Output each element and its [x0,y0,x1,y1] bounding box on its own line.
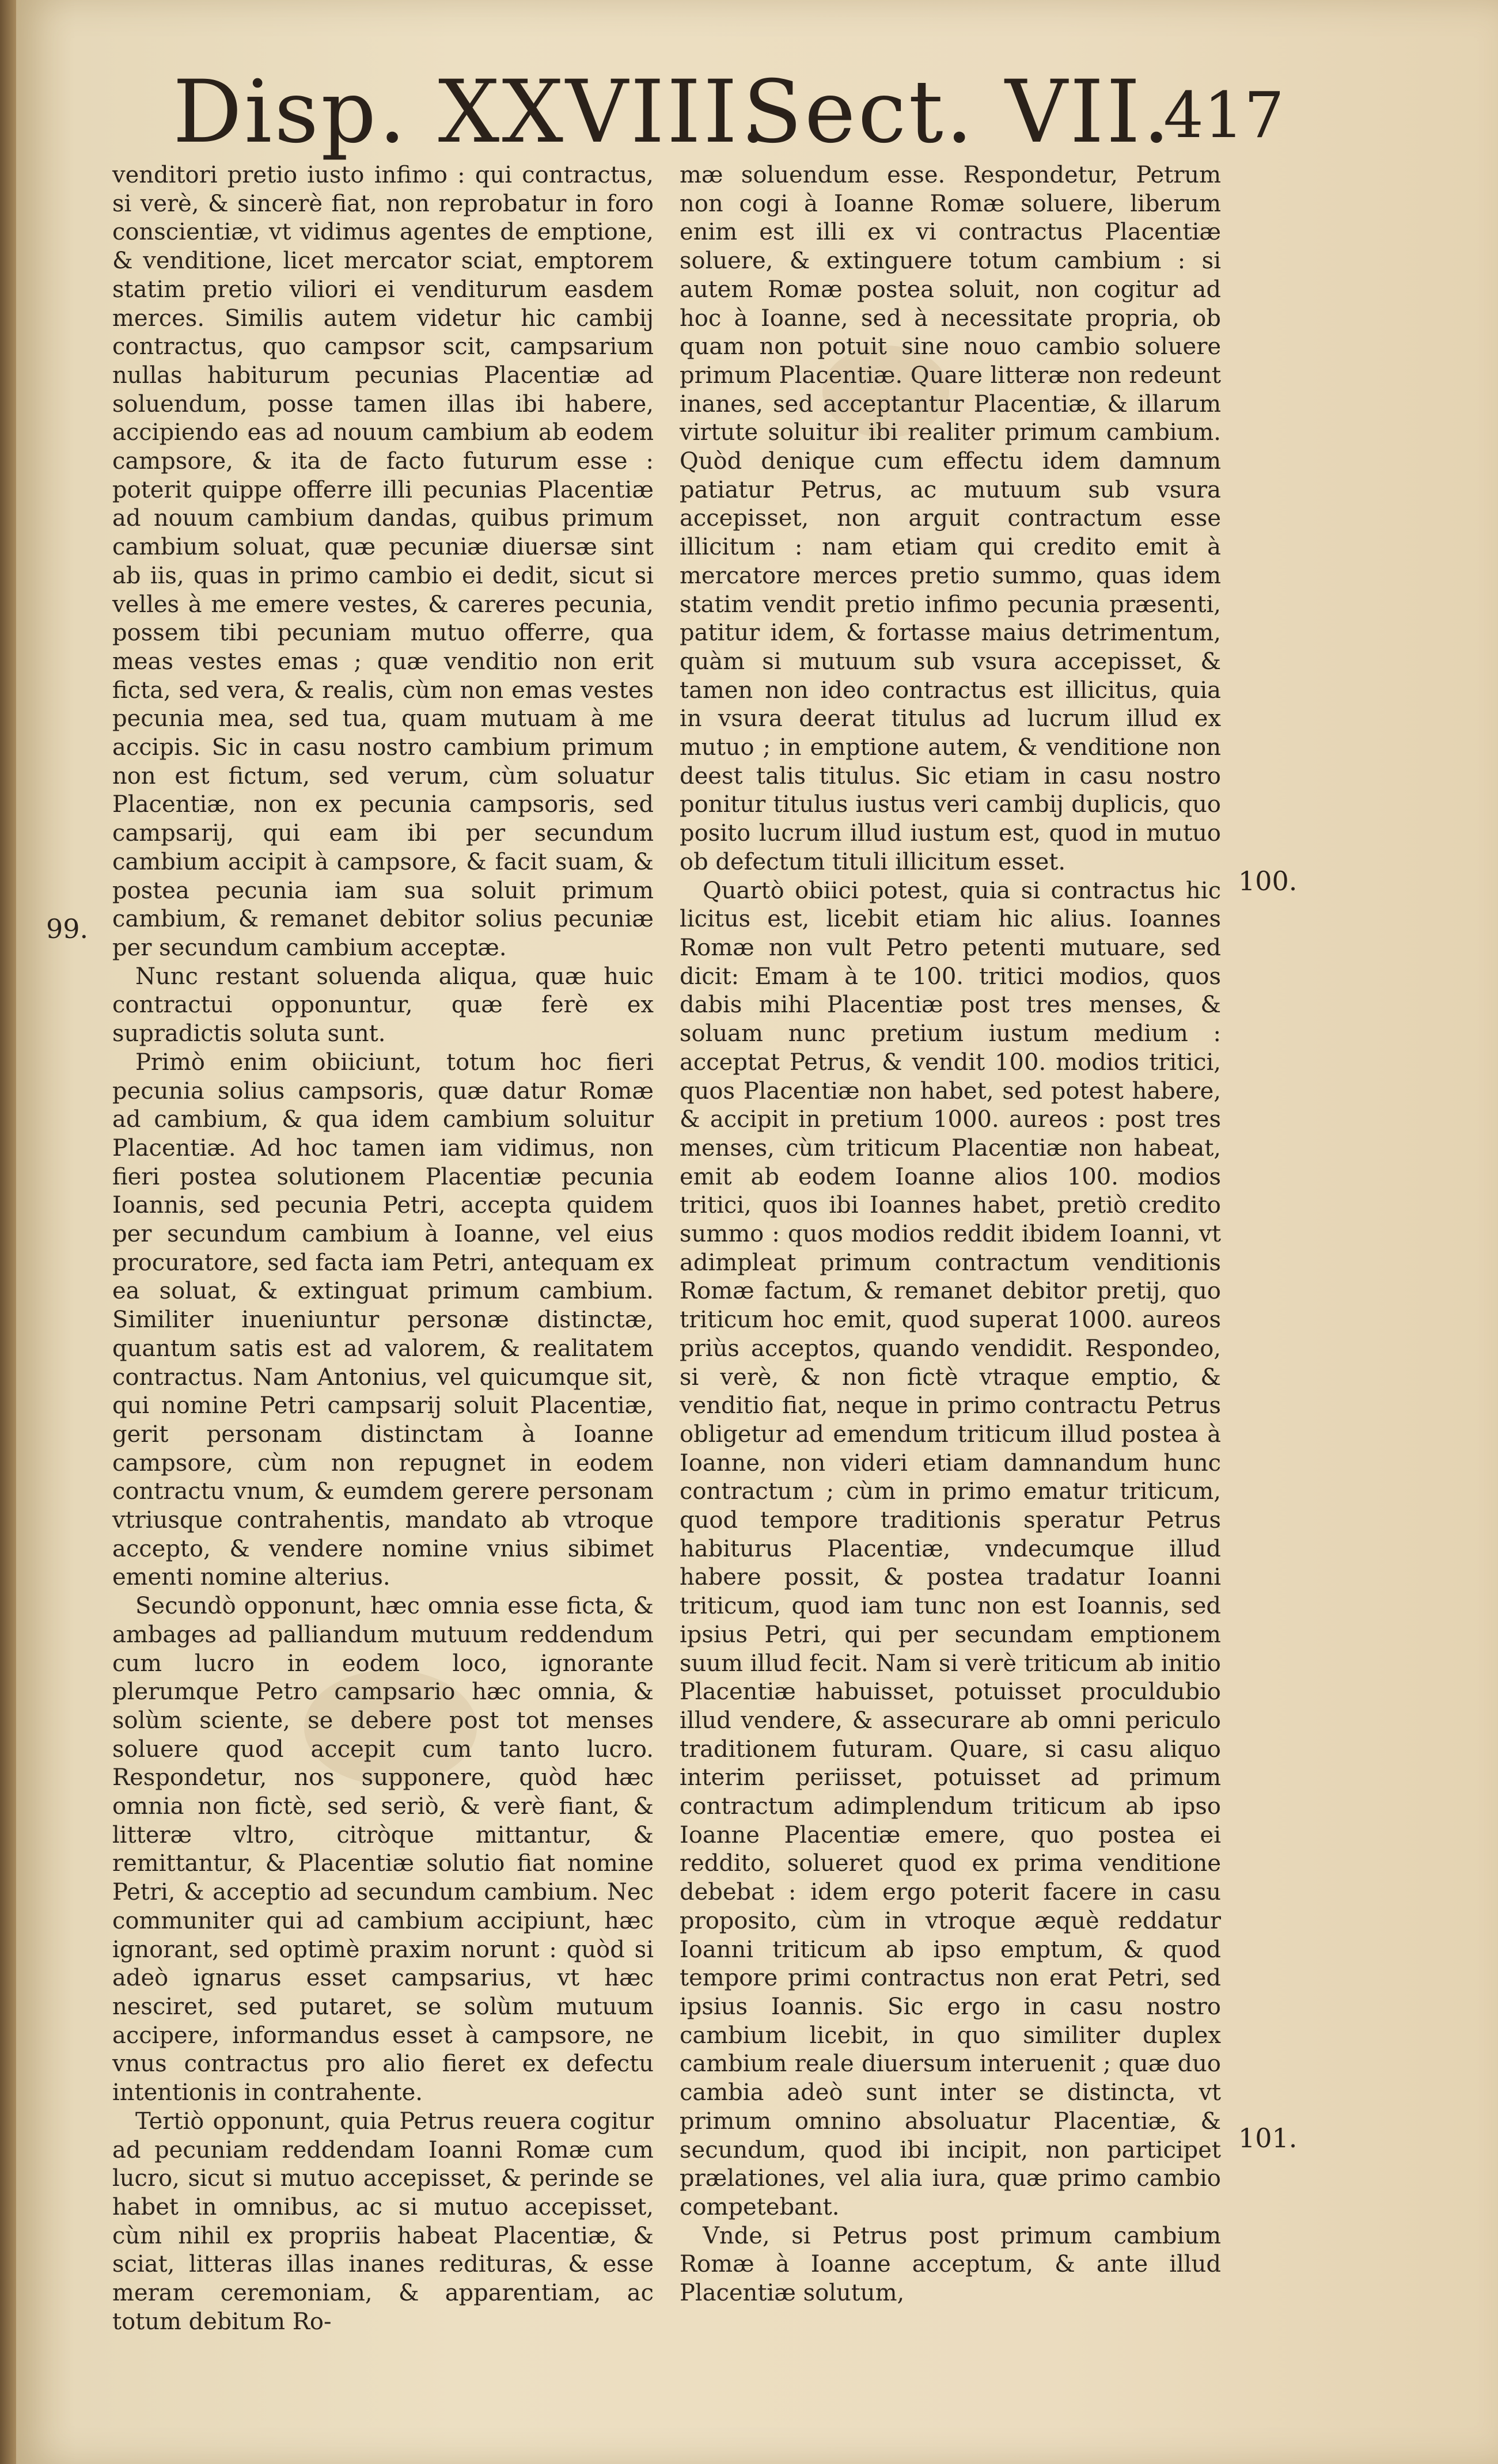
paragraph: Primò enim obiiciunt, totum hoc fieri pecunia solius campsoris, quæ datur Romæ ad cambium, & qua idem cambium soluitur Placentiæ. Ad hoc tamen iam vidimus, non fieri postea solutionem Placentiæ pecunia Ioannis, sed pecunia Petri, accepta quidem per secundum cambium à Ioanne, vel eius procuratore, sed facta iam Petri, antequam ex ea soluat, & extinguat primum cambium. Similiter inueniuntur personæ distinctæ, quantum satis est ad valorem, & realitatem contractus. Nam Antonius, vel quicumque sit, qui nomine Petri campsarij soluit Placentiæ, gerit personam distinctam à Ioanne campsore, cùm non repugnet in eodem contractu vnum, & eumdem gerere personam vtriusque contrahentis, mandato ab vtroque accepto, & vendere nomine vnius sibimet ementi nomine alterius. [112,1049,654,1591]
left-column [112,161,654,2336]
paragraph: Quartò obiici potest, quia si contractus hic licitus est, licebit etiam hic alius. Ioannes Romæ non vult Petro petenti mutuare, sed dicit: Emam à te 100. tritici modios, quos dabis mihi Placentiæ post tres menses, & soluam nunc pretium iustum medium : acceptat Petrus, & vendit 100. modios tritici, quos Placentiæ non habet, sed potest habere, & accipit in pretium 1000. aureos : post tres menses, cùm triticum Placentiæ non habeat, emit ab eodem Ioanne alios 100. modios tritici, quos ibi Ioannes habet, pretiò credito summo : quos modios reddit ibidem Ioanni, vt adimpleat primum contractum venditionis Romæ factum, & remanet debitor pretij, quo triticum hoc emit, quod superat 1000. aureos priùs acceptos, quando vendidit. Respondeo, si verè, & non fictè vtraque emptio, & venditio fiat, neque in primo contractu Petrus obligetur ad emendum triticum illud postea à Ioanne, non videri etiam damnandum hunc contractum ; cùm in primo ematur triticum, quod tempore traditionis speratur Petrus habiturus Placentiæ, vndecumque illud habere possit, & postea tradatur Ioanni triticum, quod iam tunc non est Ioannis, sed ipsius Petri, qui per secundam emptionem suum illud fecit. Nam si verè triticum ab initio Placentiæ habuisset, potuisset proculdubio illud vendere, & assecurare ab omni periculo traditionem futuram. Quare, si casu aliquo interim periisset, potuisset ad primum contractum adimplendum triticum ab ipso Ioanne Placentiæ emere, quo postea ei reddito, solueret quod ex prima venditione debebat : idem ergo poterit facere in casu proposito, cùm in vtroque æquè reddatur Ioanni triticum ab ipso emptum, & quod tempore primi contractus non erat Petri, sed ipsius Ioannis. Sic ergo in casu nostro cambium licebit, in quo similiter duplex cambium reale diuersum interuenit ; quæ duo cambia adeò sunt inter se distincta, vt primum omnino absoluatur Placentiæ, & secundum, quod ibi incipit, non participet prælationes, vel alia iura, quæ primo cambio competebant. [680,877,1221,2220]
paragraph: Tertiò opponunt, quia Petrus reuera cogitur ad pecuniam reddendam Ioanni Romæ cum lucro, sicut si mutuo accepisset, & perinde se habet in omnibus, ac si mutuo accepisset, cùm nihil ex propriis habeat Placentiæ, & sciat, litteras illas inanes redituras, & esse meram ceremoniam, & apparentiam, ac totum debitum Ro- [112,2108,654,2335]
paragraph: Nunc restant soluenda aliqua, quæ huic contractui opponuntur, quæ ferè ex supradictis soluta sunt. [112,963,654,1047]
margin-number-100: 100. [1238,865,1298,897]
book-spine-edge [0,0,16,2464]
page-number: 417 [1163,78,1284,152]
paragraph: venditori pretio iusto infimo : qui contractus, si verè, & sincerè fiat, non reprobatur in foro conscientiæ, vt vidimus agentes de emptione, & venditione, licet mercator sciat, emptorem statim pretio viliori ei venditurum easdem merces. Similis autem videtur hic cambij contractus, quo campsor scit, campsarium nullas habiturum pecunias Placentiæ ad soluendum, posse tamen illas ibi habere, accipiendo eas ad nouum cambium ab eodem campsore, & ita de facto futurum esse : poterit quippe offerre illi pecunias Placentiæ ad nouum cambium dandas, quibus primum cambium soluat, quæ pecuniæ diuersæ sint ab iis, quas in primo cambio ei dedit, sicut si velles à me emere vestes, & careres pecunia, possem tibi pecuniam mutuo offerre, qua meas vestes emas ; quæ venditio non erit ficta, sed vera, & realis, cùm non emas vestes pecunia mea, sed tua, quam mutuam à me accipis. Sic in casu nostro cambium primum non est fictum, sed verum, cùm soluatur Placentiæ, non ex pecunia campsoris, sed campsarij, qui eam ibi per secundum cambium accipit à campsore, & facit suam, & postea pecunia iam sua soluit primum cambium, & remanet debitor solius pecuniæ per secundum cambium acceptæ. [112,162,654,961]
margin-number-101: 101. [1238,2123,1298,2154]
paragraph: Secundò opponunt, hæc omnia esse ficta, & ambages ad palliandum mutuum reddendum cum lucro in eodem loco, ignorante plerumque Petro campsario hæc omnia, & solùm sciente, se debere post tot menses soluere quod accepit cum tanto lucro. Respondetur, nos supponere, quòd hæc omnia non fictè, sed seriò, & verè fiant, & litteræ vltro, citròque mittantur, & remittantur, & Placentiæ solutio fiat nomine Petri, & acceptio ad secundum cambium. Nec communiter qui ad cambium accipiunt, hæc ignorant, sed optimè praxim norunt : quòd si adeò ignarus esset campsarius, vt hæc nesciret, sed putaret, se solùm mutuum accipere, informandus esset à campsore, ne vnus contractus pro alio fieret ex defectu intentionis in contrahente. [112,1593,654,2106]
header-disputation: Disp. XXVIII. [173,62,769,162]
margin-number-99: 99. [46,913,89,944]
header-section: Sect. VII. [743,62,1173,162]
running-header [173,62,1325,162]
paragraph: Vnde, si Petrus post primum cambium Romæ à Ioanne acceptum, & ante illud Placentiæ solutum, [680,2222,1221,2307]
right-column [680,161,1221,2308]
paragraph: mæ soluendum esse. Respondetur, Petrum non cogi à Ioanne Romæ soluere, liberum enim est illi ex vi contractus Placentiæ soluere, & extinguere totum cambium : si autem Romæ postea soluit, non cogitur ad hoc à Ioanne, sed à necessitate propria, ob quam non potuit sine nouo cambio soluere primum Placentiæ. Quare litteræ non redeunt inanes, sed acceptantur Placentiæ, & illarum virtute soluitur ibi realiter primum cambium. Quòd denique cum effectu idem damnum patiatur Petrus, ac mutuum sub vsura accepisset, non arguit contractum esse illicitum : nam etiam qui credito emit à mercatore merces pretio summo, quas idem statim vendit pretio infimo pecunia præsenti, patitur idem, & fortasse maius detrimentum, quàm si mutuum sub vsura accepisset, & tamen non ideo contractus est illicitus, quia in vsura deerat titulus ad lucrum illud ex mutuo ; in emptione autem, & venditione non deest talis titulus. Sic etiam in casu nostro ponitur titulus iustus veri cambij duplicis, quo posito lucrum illud iustum est, quod in mutuo ob defectum tituli illicitum esset. [680,162,1221,875]
